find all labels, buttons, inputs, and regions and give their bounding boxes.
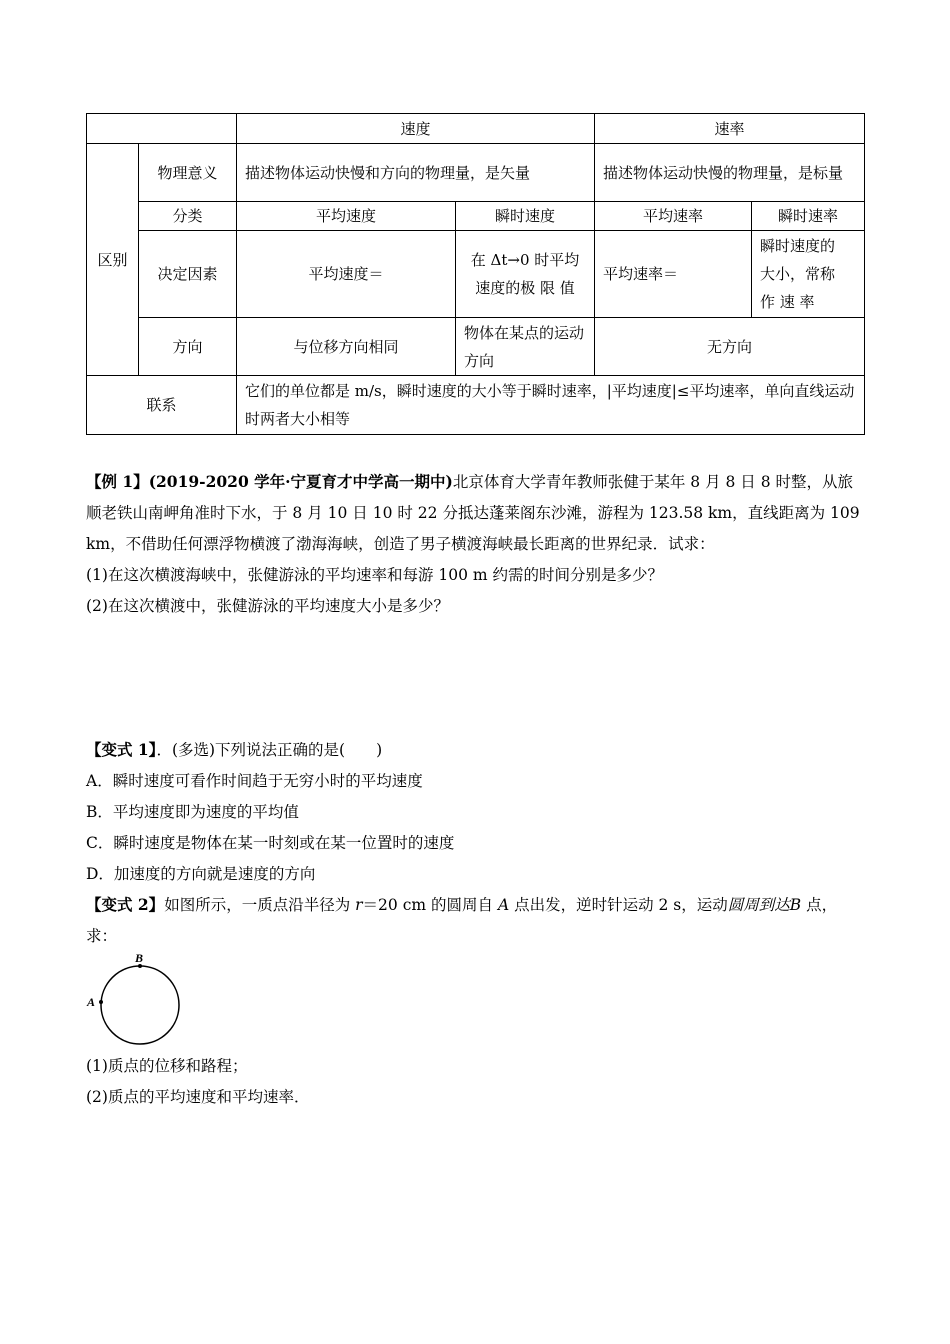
example-1-source: (2019-2020 学年·宁夏育才中学高一期中)	[148, 472, 453, 491]
example-1-stem	[86, 466, 866, 560]
header-rate: 速率	[595, 114, 865, 144]
determinant-inst-speed	[752, 231, 865, 318]
determinant-inst-velocity-line2: 速度的极 限 值	[475, 279, 575, 297]
determinant-inst-speed-line2: 大小，常称	[760, 265, 836, 283]
var-a: A	[497, 896, 510, 914]
example-1-body: 北京体育大学青年教师张健于某年 8 月 8 日 8 时整，从旅顺老铁山南岬角准时下水，于 8 月 10 日 10 时 22 分抵达蓬莱阁东沙滩，游程为 123.58 km，直线距离为 109 km，不借助任何漂浮物横渡了渤海海峡，创造了男子横渡海峡最长距离的世界纪录．试求：	[86, 473, 860, 553]
option-d: D．加速度的方向就是速度的方向	[86, 865, 316, 883]
variant-1-stem	[86, 734, 866, 766]
header-speed: 速度	[237, 114, 595, 144]
meaning-speed: 描述物体运动快慢和方向的物理量，是矢量	[237, 144, 595, 202]
var-r: r	[355, 896, 363, 914]
determinant-avg-velocity: 平均速度＝	[237, 231, 456, 318]
example-1	[86, 466, 866, 622]
distinction-label: 区别	[87, 144, 139, 376]
circle-diagram	[86, 950, 196, 1050]
class-inst-velocity: 瞬时速度	[456, 202, 595, 231]
determinant-inst-velocity	[456, 231, 595, 318]
meaning-label: 物理意义	[139, 144, 237, 202]
determinant-inst-velocity-line1: 在 Δt→0 时平均	[470, 251, 580, 269]
classification-label: 分类	[139, 202, 237, 231]
option-a: A．瞬时速度可看作时间趋于无穷小时的平均速度	[86, 772, 423, 790]
class-inst-speed: 瞬时速率	[752, 202, 865, 231]
variant-1-tag: 【变式 1】	[86, 740, 157, 759]
variant-2-stem	[86, 889, 866, 952]
header-empty-cell	[87, 114, 237, 144]
class-avg-speed: 平均速率	[595, 202, 752, 231]
direction-label: 方向	[139, 318, 237, 376]
example-1-question-1: (1)在这次横渡海峡中，张健游泳的平均速率和每游 100 m 约需的时间分别是多少？	[86, 566, 664, 584]
direction-rate: 无方向	[595, 318, 865, 376]
meaning-rate: 描述物体运动快慢的物理量，是标量	[595, 144, 865, 202]
class-avg-velocity: 平均速度	[237, 202, 456, 231]
point-a-label: A	[87, 995, 96, 1009]
example-1-question-2: (2)在这次横渡中，张健游泳的平均速度大小是多少？	[86, 597, 449, 615]
variant-2-stem-c: 点出发，逆时针运动 2 s，运动	[509, 896, 728, 914]
determinant-inst-speed-line1: 瞬时速度的	[760, 237, 836, 255]
variant-2-tag: 【变式 2】	[86, 895, 165, 914]
variant-2-italic: 圆周到达	[727, 896, 790, 914]
determinant-avg-speed: 平均速率＝	[595, 231, 752, 318]
determinant-inst-speed-line3: 作 速 率	[760, 293, 815, 311]
var-b: B	[789, 896, 802, 914]
example-1-tag: 【例 1】	[86, 472, 149, 491]
variant-2-stem-b: ＝20 cm 的圆周自	[362, 896, 498, 914]
point-a-dot	[99, 1000, 103, 1004]
variant-2-stem-d: 点，求：	[86, 896, 838, 945]
variant-2-question-1: (1)质点的位移和路程；	[86, 1057, 248, 1075]
option-c: C．瞬时速度是物体在某一时刻或在某一位置时的速度	[86, 834, 455, 852]
relation-text: 它们的单位都是 m/s，瞬时速度的大小等于瞬时速率，|平均速度|≤平均速率，单向直线运动时两者大小相等	[237, 376, 865, 435]
variant-2-stem-a: 如图所示，一质点沿半径为	[164, 896, 356, 914]
direction-inst-velocity: 物体在某点的运动方向	[456, 318, 595, 376]
point-b-label: B	[135, 951, 144, 965]
variant-1-stem-text: ．(多选)下列说法正确的是( )	[156, 741, 383, 759]
option-b: B．平均速度即为速度的平均值	[86, 803, 299, 821]
circle-path	[101, 966, 179, 1044]
determinant-label: 决定因素	[139, 231, 237, 318]
variant-2-questions	[86, 1051, 866, 1113]
variant-1	[86, 734, 866, 890]
relation-label: 联系	[87, 376, 237, 435]
direction-avg-velocity: 与位移方向相同	[237, 318, 456, 376]
comparison-table	[86, 113, 865, 435]
variant-2-question-2: (2)质点的平均速度和平均速率．	[86, 1088, 310, 1106]
